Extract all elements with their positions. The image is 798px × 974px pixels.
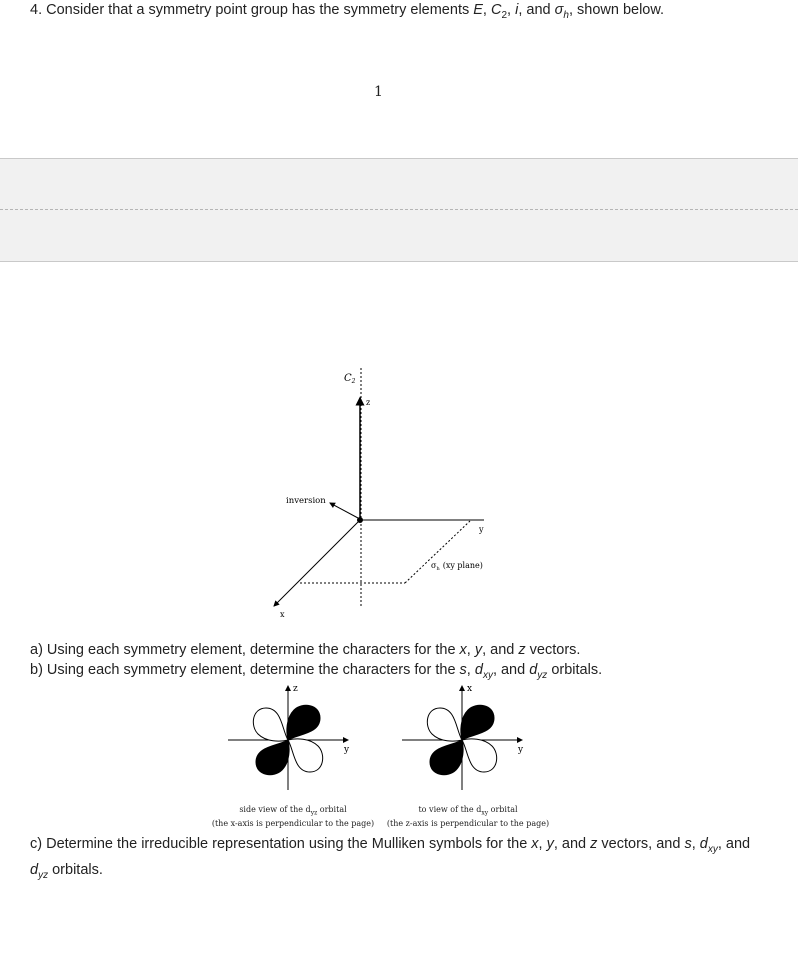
x-label: x — [280, 610, 285, 619]
part-a-text: a) Using each symmetry element, determine the characters for the x, y, and z vectors. — [30, 642, 581, 658]
dyz-caption: side view of the $d_{yz}$ orbital (the x-axis is perpendicular to the page) — [211, 805, 375, 828]
svg-text:x: x — [467, 684, 473, 694]
part-b-text: b) Using each symmetry element, determine the characters for the s, $d_{xy}$, and $d_{yz}$ orbitals. — [30, 662, 603, 681]
svg-text:z: z — [293, 684, 298, 694]
z-label: z — [366, 398, 371, 407]
svg-text:y: y — [518, 745, 524, 755]
inversion-label: inversion — [286, 496, 326, 506]
dyz-orbital-diagram — [228, 684, 350, 790]
part-c-text: c) Determine the irreducible representation using the Mulliken symbols for the x, y, and z vectors, and s, $d_{xy}$, and $d_{yz}$ orbitals. — [30, 836, 751, 881]
dxy-orbital-diagram — [402, 684, 524, 790]
question-text: 4. Consider that a symmetry point group has the symmetry elements E, $C_2$, i, and $\sigma_h$, shown below. — [30, 2, 665, 21]
sigma-h-label: $\sigma_h$ (xy plane) — [431, 561, 483, 572]
y-label: y — [479, 525, 484, 534]
c2-label: $C_2$ — [344, 373, 356, 385]
page-number: 1 — [374, 84, 383, 100]
svg-text:y: y — [344, 745, 350, 755]
dxy-caption: to view of the $d_{xy}$ orbital (the z-axis is perpendicular to the page) — [386, 805, 550, 828]
